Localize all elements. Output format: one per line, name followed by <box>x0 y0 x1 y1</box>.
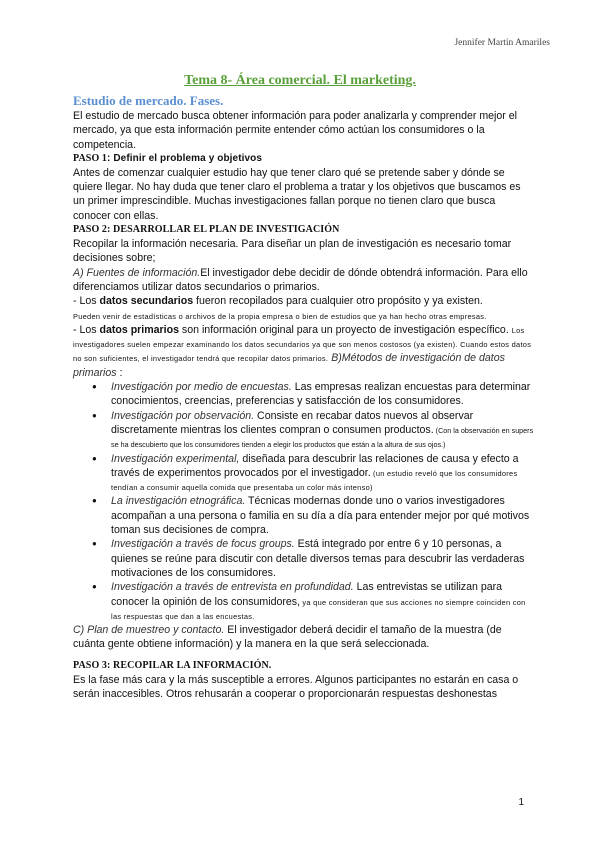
fuentes-paragraph <box>73 266 535 295</box>
method-note: ya que consideran que sus acciones no siempre coinciden con las respuestas que dan a las encuestas. <box>111 597 526 621</box>
method-text: Está integrado por entre 6 y 10 personas, a quienes se reúne para discutir con detalle diversos temas para descubrir las verdaderas motivaciones de los consumidores. <box>111 538 525 579</box>
primarios-text: son información original para un proyecto de investigación específico. <box>178 323 509 336</box>
method-name: Investigación por medio de encuestas. <box>111 381 292 394</box>
paso2-paragraph: Recopilar la información necesaria. Para diseñar un plan de investigación es necesario tomar decisiones sobre; <box>73 238 512 265</box>
method-text: Consiste en recabar datos nuevos al observar discretamente mientras los clientes compran o consumen productos. <box>111 409 474 436</box>
primarios-note: Los investigadores suelen empezar examinando los datos secundarios ya que son menos costosos (ya existen). Cuando estos datos no son suficientes, el investigador tendrá que recopilar datos primarios. <box>73 325 532 364</box>
plan-muestreo-label: C) Plan de muestreo y contacto. <box>73 624 225 637</box>
paso1-title: : Definir el problema y objetivos <box>107 152 263 164</box>
method-name: Investigación a través de focus groups. <box>111 538 295 551</box>
fuentes-text: El investigador debe decidir de dónde obtendrá información. Para ello diferenciamos utilizar datos secundarios o primarios. <box>73 266 528 293</box>
primarios-prefix: - Los <box>73 323 100 336</box>
method-text: Técnicas modernas donde uno o varios investigadores acompañan a una persona o familia en su día a día para entender mejor por qué motivos toman sus decisiones de compra. <box>111 495 530 537</box>
method-note: (un estudio reveló que los consumidores tendían a consumir aquella comida que presentaba un color más intenso) <box>111 468 518 493</box>
section-heading: Estudio de mercado. Fases. <box>73 93 224 108</box>
fuentes-label: A) Fuentes de información. <box>73 266 201 279</box>
paso3-heading: PASO 3: RECOPILAR LA INFORMACIÓN. <box>73 659 272 671</box>
list-item <box>111 409 535 452</box>
method-name: Investigación por observación. <box>111 409 255 422</box>
intro-paragraph: El estudio de mercado busca obtener información para poder analizarla y comprender mejor el mercado, ya que esta información permite entender cómo actúan los consumidores o la competencia. <box>73 110 518 151</box>
primarios-paragraph <box>73 323 535 380</box>
secundarios-term: datos secundarios <box>99 295 194 308</box>
methods-list <box>73 380 535 623</box>
metodos-colon: : <box>116 366 123 379</box>
paso1-paragraph: Antes de comenzar cualquier estudio hay que tener claro qué se pretende saber y dónde se quiere llegar. No hay duda que tener claro el problema a tratar y los objetivos que buscamos es un primer imprescindible. Muchas investigaciones fallan porque no tienen claro que busca conocer con ellas. <box>73 166 521 222</box>
paso1-label: PASO 1 <box>73 152 108 164</box>
method-name: Investigación a través de entrevista en profundidad. <box>111 581 354 594</box>
list-item <box>111 537 535 580</box>
plan-muestreo-text: El investigador deberá decidir el tamaño de la muestra (de cuánta gente obtiene información) y la manera en la que será seleccionada. <box>73 624 502 651</box>
secundarios-note: Pueden venir de estadísticas o archivos de la propia empresa o bien de estudios que ya han hecho otras empresas. <box>73 311 487 321</box>
list-item <box>111 380 535 409</box>
list-item <box>111 452 535 495</box>
document-body <box>73 92 535 701</box>
method-text: Las entrevistas se utilizan para conocer la opinión de los consumidores, <box>111 581 503 608</box>
secundarios-prefix: - Los <box>73 295 100 308</box>
header-author: Jennifer Martín Amariles <box>454 38 550 48</box>
page-title: Tema 8- Área comercial. El marketing. <box>184 73 416 88</box>
paso1-heading <box>73 152 535 166</box>
method-text: Las empresas realizan encuestas para determinar conocimientos, creencias, preferencias y satisfacción de los consumidores. <box>111 381 531 408</box>
plan-muestreo-paragraph <box>73 623 535 652</box>
paso2-heading: PASO 2: DESARROLLAR EL PLAN DE INVESTIGACIÓN <box>73 224 340 236</box>
metodos-label: B)Métodos de investigación de datos primarios <box>73 352 505 379</box>
method-name: Investigación experimental, <box>111 452 240 465</box>
page-number: 1 <box>518 797 524 808</box>
primarios-term: datos primarios <box>99 323 179 336</box>
method-note: (Con la observación en supers se ha descubierto que los consumidores tienden a elegir los productos que están a la altura de sus ojos.) <box>111 425 534 450</box>
list-item <box>111 494 535 537</box>
secundarios-text: fueron recopilados para cualquier otro propósito y ya existen. <box>193 295 483 308</box>
method-text: diseñada para descubrir las relaciones de causa y efecto a través de experimentos provocados por el investigador. <box>111 452 519 479</box>
paso3-paragraph: Es la fase más cara y la más susceptible a errores. Algunos participantes no estarán en casa o serán inaccesibles. Otros rehusarán a cooperar o proporcionarán respuestas deshonestas <box>73 673 519 700</box>
method-name: La investigación etnográfica. <box>111 495 246 508</box>
secundarios-paragraph <box>73 294 535 323</box>
list-item <box>111 580 535 623</box>
